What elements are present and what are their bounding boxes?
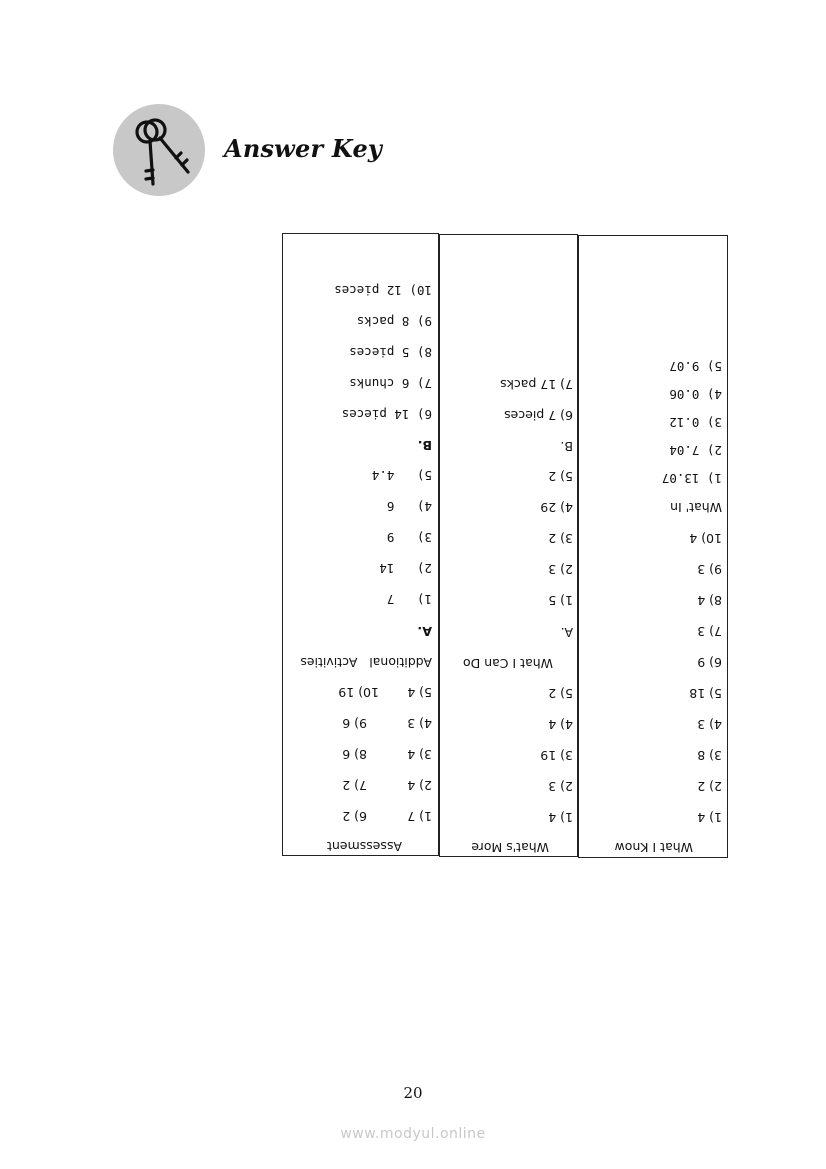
answer-item: 9) 8 packs	[356, 314, 432, 329]
section-label: A.	[560, 625, 573, 640]
answer-item: 5) 2	[548, 469, 573, 484]
section-label: B.	[417, 438, 432, 453]
answer-item: 3) 9	[386, 530, 432, 545]
answer-item: 4) 29	[540, 500, 573, 515]
answer-item: 9) 6	[342, 716, 367, 731]
answer-item: 2) 7.04	[669, 443, 722, 458]
column-assessment	[282, 233, 439, 856]
answer-item: 6) 2	[342, 809, 367, 824]
answer-item: 4) 0.06	[669, 387, 722, 402]
answer-key-table	[282, 233, 728, 858]
answer-item: 2) 14	[379, 561, 432, 576]
answer-item: 7) 6 chunks	[349, 376, 432, 391]
answer-item: 5) 4.4	[371, 468, 432, 483]
column-heading: What's More	[471, 840, 549, 855]
answer-item: 8) 6	[342, 747, 367, 762]
answer-item: 1) 13.07	[661, 471, 722, 486]
answer-item: 8) 5 pieces	[349, 345, 432, 360]
answer-item: 3) 0.12	[669, 415, 722, 430]
answer-item: 6) 9	[697, 655, 722, 670]
page-title: Answer Key	[224, 134, 383, 163]
answer-item: 2) 4	[407, 778, 432, 793]
answer-item: 6) 7 pieces	[504, 408, 573, 423]
answer-item: 6) 14 pieces	[341, 407, 432, 422]
answer-item: 10) 12 pieces	[334, 283, 432, 298]
answer-item: 1) 7	[386, 592, 432, 607]
answer-item: 10) 4	[689, 531, 722, 546]
page-number: 20	[403, 1084, 423, 1102]
answer-item: 7) 2	[342, 778, 367, 793]
answer-item: 2) 3	[548, 779, 573, 794]
answer-item: 1) 7	[407, 809, 432, 824]
answer-item: 1) 4	[697, 810, 722, 825]
keys-icon	[113, 104, 205, 196]
column-what-i-know	[578, 235, 728, 858]
watermark: www.modyul.online	[340, 1126, 486, 1142]
answer-item: 3) 8	[697, 748, 722, 763]
column-heading: What I Know	[614, 840, 693, 855]
answer-item: 1) 4	[548, 810, 573, 825]
answer-item: 7) 17 packs	[500, 377, 573, 392]
answer-item: 3) 4	[407, 747, 432, 762]
answer-item: 4) 6	[386, 499, 432, 514]
answer-item: 3) 19	[540, 748, 573, 763]
answer-item: 2) 3	[548, 562, 573, 577]
answer-item: 4) 4	[548, 717, 573, 732]
answer-item: 4) 3	[697, 717, 722, 732]
section-label: A.	[417, 624, 432, 639]
answer-item: 10) 19	[338, 685, 379, 700]
answer-item: 9) 3	[697, 562, 722, 577]
answer-item: 8) 4	[697, 593, 722, 608]
answer-item: 5) 4	[407, 685, 432, 700]
answer-item: 2) 2	[697, 779, 722, 794]
sub-heading: What I Can Do	[462, 656, 553, 671]
answer-item: 3) 2	[548, 531, 573, 546]
sub-heading: What' In	[670, 500, 722, 515]
answer-item: 1) 5	[548, 593, 573, 608]
answer-item: 5) 2	[548, 686, 573, 701]
sub-heading: Additional Activities	[300, 655, 432, 670]
answer-item: 5) 9.07	[669, 359, 722, 374]
answer-item: 4) 3	[407, 716, 432, 731]
column-heading: Assessment	[327, 839, 402, 854]
answer-item: 7) 3	[697, 624, 722, 639]
column-whats-more	[439, 234, 578, 857]
answer-item: 5) 18	[689, 686, 722, 701]
section-label: B.	[560, 439, 573, 454]
